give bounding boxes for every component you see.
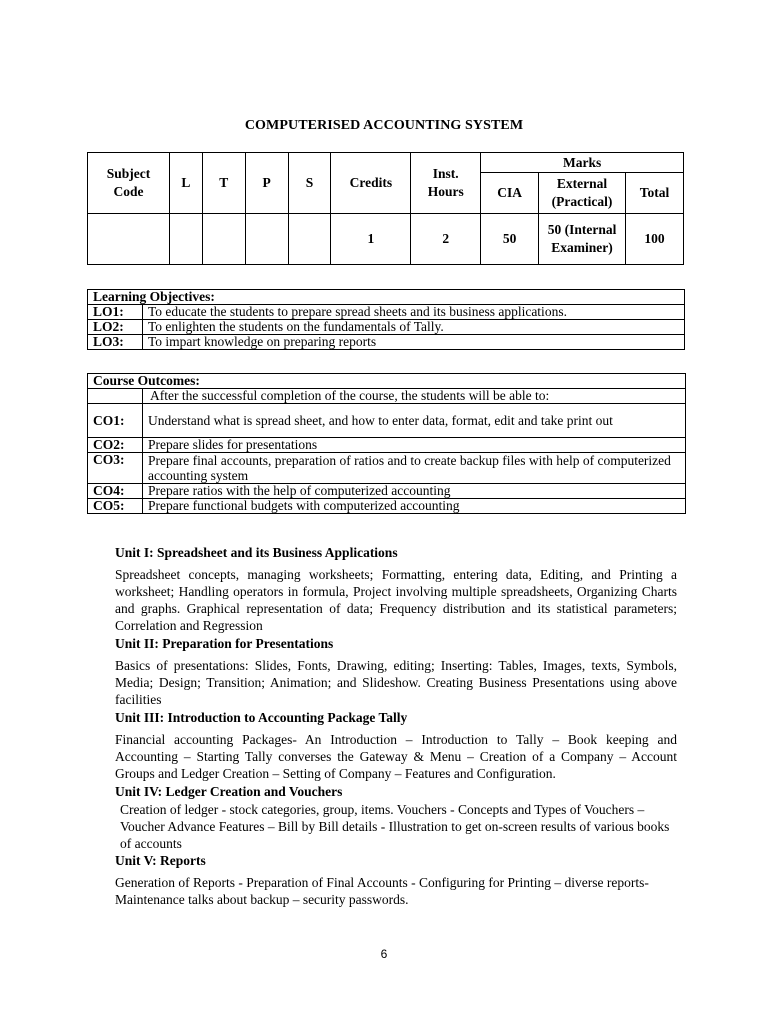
cell-cia: 50 [481,214,539,265]
table-row [88,453,686,484]
course-outcomes-heading: Course Outcomes: [88,374,686,389]
unit-block [115,783,677,852]
objective-text: To impart knowledge on preparing reports [143,335,685,350]
table-row [88,438,686,453]
unit-block [115,709,677,782]
unit-heading: Unit II: Preparation for Presentations [115,636,334,651]
header-l: L [169,153,202,214]
outcome-text: Prepare slides for presentations [143,438,686,453]
header-subject-code: Subject Code [88,153,170,214]
unit-block [115,544,677,634]
unit-text: Financial accounting Packages- An Introduction – Introduction to Tally – Book keeping and Accounting – Starting Tally converses the Gateway & Menu – Creation of a Company – Account Groups and Ledger Creation – Setting of Company – Features and Configuration. [115,732,677,781]
table-row [88,499,686,514]
outcome-code: CO2: [88,438,143,453]
outcome-code: CO1: [88,404,143,438]
course-title: COMPUTERISED ACCOUNTING SYSTEM [244,118,524,133]
cell-l [169,214,202,265]
unit-block [115,635,677,708]
cell-inst-hours: 2 [411,214,481,265]
cell-subject-code [88,214,170,265]
learning-objectives-heading: Learning Objectives: [88,290,685,305]
unit-heading: Unit III: Introduction to Accounting Package Tally [115,710,408,725]
table-row [88,320,685,335]
objective-code: LO3: [88,335,143,350]
learning-objectives-table [87,289,685,350]
header-total: Total [626,173,684,214]
table-row [88,404,686,438]
unit-block [115,852,677,908]
objective-code: LO1: [88,305,143,320]
cell-t [202,214,245,265]
course-outcomes-intro: After the successful completion of the course, the students will be able to: [143,389,686,404]
outcome-text: Prepare final accounts, preparation of ratios and to create backup files with help of computerized accounting system [143,453,686,484]
cell-total: 100 [626,214,684,265]
table-row [88,484,686,499]
outcome-text: Understand what is spread sheet, and how to enter data, format, edit and take print out [143,404,686,438]
empty-cell [88,389,143,404]
unit-text: Basics of presentations: Slides, Fonts, Drawing, editing; Inserting: Tables, Images, texts, Symbols, Media; Design; Transition; Animation; and Slideshow. Creating Business Presentations using above facilities [115,658,677,707]
table-row [88,305,685,320]
header-credits: Credits [331,153,411,214]
objective-text: To enlighten the students on the fundamentals of Tally. [143,320,685,335]
course-outcomes-table [87,373,686,514]
objective-code: LO2: [88,320,143,335]
unit-heading: Unit IV: Ledger Creation and Vouchers [115,784,343,799]
outcome-code: CO5: [88,499,143,514]
header-p: P [245,153,288,214]
objective-text: To educate the students to prepare spread sheets and its business applications. [143,305,685,320]
outcome-text: Prepare functional budgets with computerized accounting [143,499,686,514]
marks-table [87,152,684,265]
unit-text: Spreadsheet concepts, managing worksheets; Formatting, entering data, Editing, and Printing a worksheet; Handling operators in formula, Project involving multiple spreadsheets, Organizing Charts and graphs. Graphical representation of data; Frequency distribution and its statistical parameters; Correlation and Regression [115,567,677,633]
header-external: External (Practical) [539,173,626,214]
header-s: S [288,153,331,214]
header-marks: Marks [481,153,684,173]
cell-s [288,214,331,265]
cell-p [245,214,288,265]
outcome-code: CO3: [88,453,143,484]
unit-heading: Unit V: Reports [115,853,206,868]
unit-heading: Unit I: Spreadsheet and its Business Applications [115,545,398,560]
header-cia: CIA [481,173,539,214]
page-number: 6 [380,947,388,961]
table-row [88,335,685,350]
outcome-code: CO4: [88,484,143,499]
units-section [115,544,677,908]
header-inst-hours: Inst. Hours [411,153,481,214]
header-t: T [202,153,245,214]
cell-credits: 1 [331,214,411,265]
cell-external: 50 (Internal Examiner) [539,214,626,265]
outcome-text: Prepare ratios with the help of computerized accounting [143,484,686,499]
unit-text: Generation of Reports - Preparation of Final Accounts - Configuring for Printing – diverse reports- Maintenance talks about backup – security passwords. [115,875,649,907]
unit-text: Creation of ledger - stock categories, group, items. Vouchers - Concepts and Types of Vouchers – Voucher Advance Features – Bill by Bill details - Illustration to get on-screen results of various books of accounts [120,802,670,851]
